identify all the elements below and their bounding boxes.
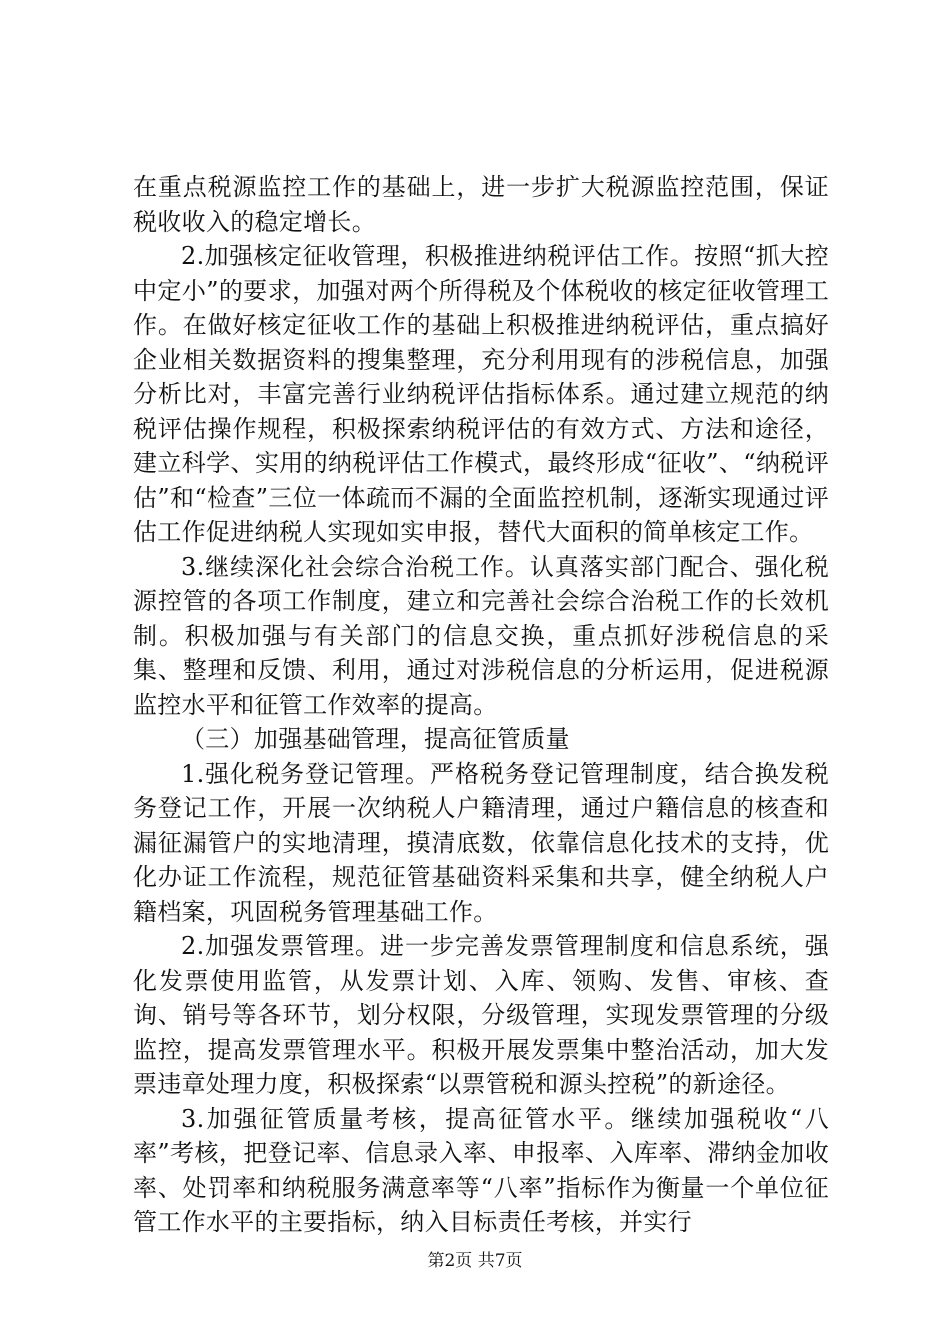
page-footer: 第2页 共7页 [427,1251,523,1271]
paragraph-6: 3.加强征管质量考核，提高征管水平。继续加强税收“八率”考核，把登记率、信息录入率、申报率、入库率、滞纳金加收率、处罚率和纳税服务满意率等“八率”指标作为衡量一个单位征管工作水平的主要指标，纳入目标责任考核，并实行 [133,1104,829,1236]
paragraph-5: 2.加强发票管理。进一步完善发票管理制度和信息系统，强化发票使用监管，从发票计划、入库、领购、发售、审核、查询、销号等各环节，划分权限，分级管理，实现发票管理的分级监控，提高发票管理水平。积极开展发票集中整治活动，加大发票违章处理力度，积极探索“以票管税和源头控税”的新途径。 [133,932,829,1098]
paragraph-1: 在重点税源监控工作的基础上，进一步扩大税源监控范围，保证税收收入的稳定增长。 [133,173,829,236]
document-body [133,170,829,1240]
section-heading: （三）加强基础管理，提高征管质量 [181,725,570,753]
paragraph-2: 2.加强核定征收管理，积极推进纳税评估工作。按照“抓大控中定小”的要求，加强对两个所得税及个体税收的核定征收管理工作。在做好核定征收工作的基础上积极推进纳税评估，重点搞好企业相关数据资料的搜集整理，充分利用现有的涉税信息，加强分析比对，丰富完善行业纳税评估指标体系。通过建立规范的纳税评估操作规程，积极探索纳税评估的有效方式、方法和途径，建立科学、实用的纳税评估工作模式，最终形成“征收”、“纳税评估”和“检查”三位一体疏而不漏的全面监控机制，逐渐实现通过评估工作促进纳税人实现如实申报，替代大面积的简单核定工作。 [133,242,829,546]
paragraph-4: 1.强化税务登记管理。严格税务登记管理制度，结合换发税务登记工作，开展一次纳税人户籍清理，通过户籍信息的核查和漏征漏管户的实地清理，摸清底数，依靠信息化技术的支持，优化办证工作流程，规范征管基础资料采集和共享，健全纳税人户籍档案，巩固税务管理基础工作。 [133,759,829,926]
paragraph-3: 3.继续深化社会综合治税工作。认真落实部门配合、强化税源控管的各项工作制度，建立和完善社会综合治税工作的长效机制。积极加强与有关部门的信息交换，重点抓好涉税信息的采集、整理和反馈、利用，通过对涉税信息的分析运用，促进税源监控水平和征管工作效率的提高。 [133,552,829,719]
